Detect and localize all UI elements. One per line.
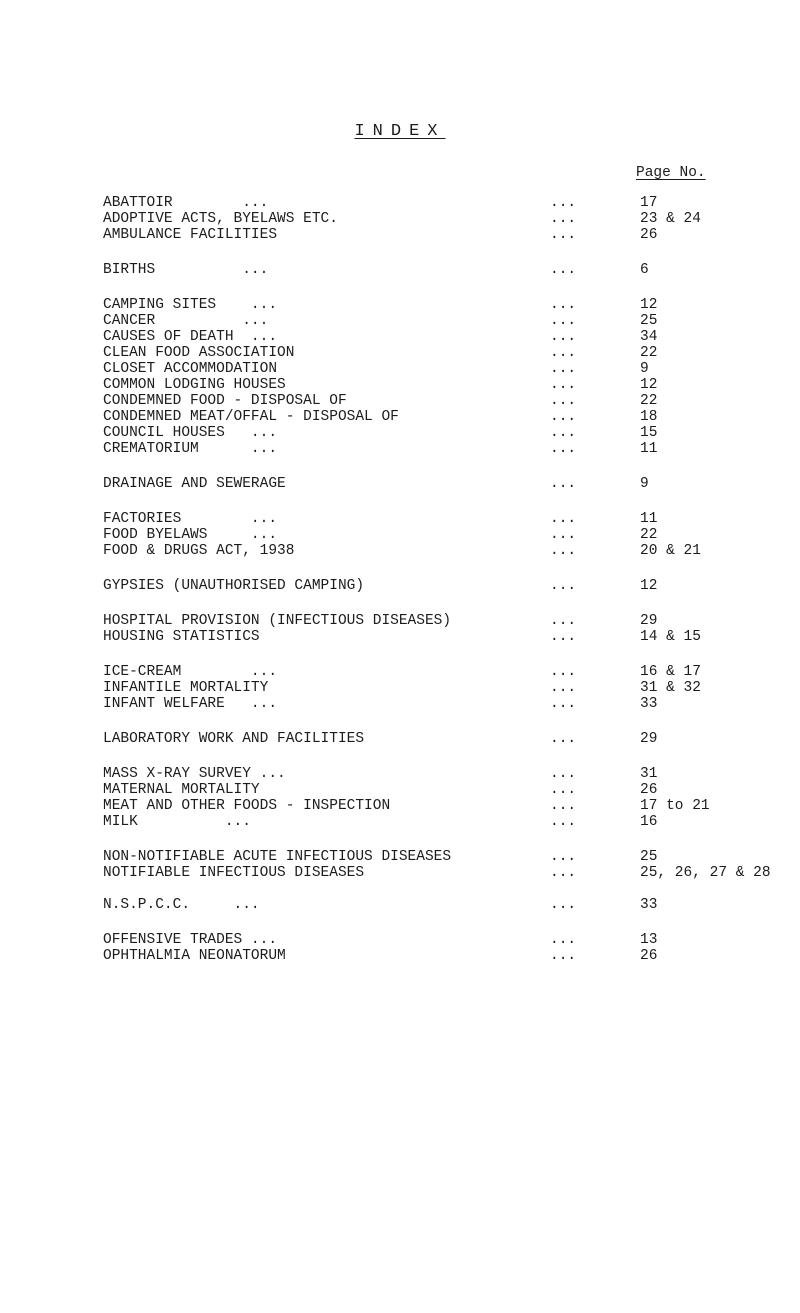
- entry-topic: ABATTOIR ...: [103, 195, 269, 211]
- entry-page-number: 31 & 32: [640, 680, 701, 696]
- entry-page-number: 11: [640, 511, 658, 527]
- entry-topic: ADOPTIVE ACTS, BYELAWS ETC.: [103, 211, 338, 227]
- entry-page-number: 13: [640, 932, 658, 948]
- index-entry: [0, 211, 800, 227]
- entry-topic: HOSPITAL PROVISION (INFECTIOUS DISEASES): [103, 613, 452, 629]
- index-entry: [0, 409, 800, 425]
- dot-leader: ...: [550, 425, 577, 441]
- entry-page-number: 18: [640, 409, 658, 425]
- index-entry: [0, 313, 800, 329]
- entry-page-number: 33: [640, 696, 658, 712]
- entry-topic: CLEAN FOOD ASSOCIATION: [103, 345, 295, 361]
- entry-page-number: 14 & 15: [640, 629, 701, 645]
- dot-leader: ...: [550, 680, 577, 696]
- dot-leader: ...: [550, 441, 577, 457]
- dot-leader: ...: [550, 227, 577, 243]
- dot-leader: ...: [550, 782, 577, 798]
- entry-page-number: 29: [640, 613, 658, 629]
- entry-topic: DRAINAGE AND SEWERAGE: [103, 476, 286, 492]
- index-group: [0, 476, 800, 492]
- index-entry: [0, 425, 800, 441]
- dot-leader: ...: [550, 313, 577, 329]
- dot-leader: ...: [550, 476, 577, 492]
- dot-leader: ...: [550, 543, 577, 559]
- entry-page-number: 26: [640, 227, 658, 243]
- dot-leader: ...: [550, 329, 577, 345]
- dot-leader: ...: [550, 865, 577, 881]
- entry-topic: INFANT WELFARE ...: [103, 696, 278, 712]
- index-entry: [0, 262, 800, 278]
- dot-leader: ...: [550, 849, 577, 865]
- index-entry: [0, 297, 800, 313]
- entry-topic: COUNCIL HOUSES ...: [103, 425, 278, 441]
- index-entry: [0, 613, 800, 629]
- index-entry: [0, 543, 800, 559]
- entry-topic: NON-NOTIFIABLE ACUTE INFECTIOUS DISEASES: [103, 849, 452, 865]
- entry-page-number: 11: [640, 441, 658, 457]
- entry-page-number: 16: [640, 814, 658, 830]
- index-entry: [0, 696, 800, 712]
- dot-leader: ...: [550, 377, 577, 393]
- entry-topic: OPHTHALMIA NEONATORUM: [103, 948, 286, 964]
- dot-leader: ...: [550, 527, 577, 543]
- index-entry: [0, 798, 800, 814]
- page-number-column-header: Page No.: [636, 165, 706, 181]
- index-entry: [0, 849, 800, 865]
- dot-leader: ...: [550, 409, 577, 425]
- entry-topic: BIRTHS ...: [103, 262, 269, 278]
- entry-page-number: 12: [640, 377, 658, 393]
- dot-leader: ...: [550, 948, 577, 964]
- index-entry: [0, 766, 800, 782]
- dot-leader: ...: [550, 345, 577, 361]
- index-group: [0, 195, 800, 243]
- index-entry: [0, 731, 800, 747]
- index-entry: [0, 865, 800, 897]
- index-group: [0, 511, 800, 559]
- entry-page-number: 22: [640, 393, 658, 409]
- index-entry: [0, 441, 800, 457]
- entry-topic: AMBULANCE FACILITIES: [103, 227, 278, 243]
- entry-topic: OFFENSIVE TRADES ...: [103, 932, 278, 948]
- entry-topic: INFANTILE MORTALITY: [103, 680, 269, 696]
- index-entry: [0, 476, 800, 492]
- entry-topic: FOOD BYELAWS ...: [103, 527, 278, 543]
- dot-leader: ...: [550, 361, 577, 377]
- entry-page-number: 9: [640, 476, 649, 492]
- entry-topic: NOTIFIABLE INFECTIOUS DISEASES: [103, 865, 365, 881]
- entry-topic: ICE-CREAM ...: [103, 664, 278, 680]
- entry-page-number: 34: [640, 329, 658, 345]
- entry-page-number: 25: [640, 313, 658, 329]
- entry-topic: CREMATORIUM ...: [103, 441, 278, 457]
- index-group: [0, 664, 800, 712]
- entry-topic: HOUSING STATISTICS: [103, 629, 260, 645]
- entry-topic: GYPSIES (UNAUTHORISED CAMPING): [103, 578, 365, 594]
- entry-topic: CANCER ...: [103, 313, 269, 329]
- dot-leader: ...: [550, 195, 577, 211]
- index-entry: [0, 932, 800, 948]
- entry-page-number: 25, 26, 27 & 28: [640, 865, 771, 881]
- dot-leader: ...: [550, 211, 577, 227]
- entry-page-number: 26: [640, 782, 658, 798]
- entry-page-number: 12: [640, 578, 658, 594]
- index-entry: [0, 578, 800, 594]
- dot-leader: ...: [550, 613, 577, 629]
- entry-page-number: 33: [640, 897, 658, 913]
- index-entry: [0, 227, 800, 243]
- index-group: [0, 731, 800, 747]
- dot-leader: ...: [550, 696, 577, 712]
- entry-page-number: 6: [640, 262, 649, 278]
- entry-topic: LABORATORY WORK AND FACILITIES: [103, 731, 365, 747]
- dot-leader: ...: [550, 731, 577, 747]
- entry-page-number: 29: [640, 731, 658, 747]
- index-entry: [0, 195, 800, 211]
- index-entry: [0, 527, 800, 543]
- entry-page-number: 12: [640, 297, 658, 313]
- entry-topic: CLOSET ACCOMMODATION: [103, 361, 278, 377]
- index-entry: [0, 361, 800, 377]
- dot-leader: ...: [550, 393, 577, 409]
- index-list: [0, 195, 800, 983]
- entry-topic: MATERNAL MORTALITY: [103, 782, 260, 798]
- index-entry: [0, 680, 800, 696]
- entry-page-number: 16 & 17: [640, 664, 701, 680]
- index-entry: [0, 948, 800, 964]
- page-title: INDEX: [354, 122, 446, 141]
- entry-page-number: 9: [640, 361, 649, 377]
- entry-topic: MEAT AND OTHER FOODS - INSPECTION: [103, 798, 391, 814]
- entry-topic: CONDEMNED FOOD - DISPOSAL OF: [103, 393, 347, 409]
- index-group: [0, 766, 800, 830]
- entry-topic: MASS X-RAY SURVEY ...: [103, 766, 286, 782]
- index-entry: [0, 511, 800, 527]
- entry-page-number: 17: [640, 195, 658, 211]
- index-entry: [0, 377, 800, 393]
- entry-page-number: 15: [640, 425, 658, 441]
- index-entry: [0, 814, 800, 830]
- entry-page-number: 31: [640, 766, 658, 782]
- entry-page-number: 25: [640, 849, 658, 865]
- dot-leader: ...: [550, 766, 577, 782]
- entry-page-number: 26: [640, 948, 658, 964]
- index-entry: [0, 393, 800, 409]
- dot-leader: ...: [550, 897, 577, 913]
- index-entry: [0, 664, 800, 680]
- dot-leader: ...: [550, 262, 577, 278]
- dot-leader: ...: [550, 798, 577, 814]
- entry-page-number: 22: [640, 345, 658, 361]
- index-group: [0, 578, 800, 594]
- entry-page-number: 22: [640, 527, 658, 543]
- index-entry: [0, 329, 800, 345]
- index-group: [0, 297, 800, 457]
- index-entry: [0, 897, 800, 913]
- entry-page-number: 20 & 21: [640, 543, 701, 559]
- entry-topic: CAUSES OF DEATH ...: [103, 329, 278, 345]
- dot-leader: ...: [550, 664, 577, 680]
- entry-topic: CAMPING SITES ...: [103, 297, 278, 313]
- entry-topic: MILK ...: [103, 814, 251, 830]
- index-entry: [0, 629, 800, 645]
- entry-topic: FOOD & DRUGS ACT, 1938: [103, 543, 295, 559]
- entry-page-number: 17 to 21: [640, 798, 710, 814]
- dot-leader: ...: [550, 578, 577, 594]
- index-entry: [0, 345, 800, 361]
- dot-leader: ...: [550, 297, 577, 313]
- entry-topic: CONDEMNED MEAT/OFFAL - DISPOSAL OF: [103, 409, 399, 425]
- index-group: [0, 849, 800, 913]
- dot-leader: ...: [550, 932, 577, 948]
- entry-topic: FACTORIES ...: [103, 511, 278, 527]
- index-group: [0, 613, 800, 645]
- dot-leader: ...: [550, 629, 577, 645]
- index-group: [0, 932, 800, 964]
- index-group: [0, 262, 800, 278]
- entry-topic: COMMON LODGING HOUSES: [103, 377, 286, 393]
- index-entry: [0, 782, 800, 798]
- entry-topic: N.S.P.C.C. ...: [103, 897, 260, 913]
- dot-leader: ...: [550, 814, 577, 830]
- dot-leader: ...: [550, 511, 577, 527]
- entry-page-number: 23 & 24: [640, 211, 701, 227]
